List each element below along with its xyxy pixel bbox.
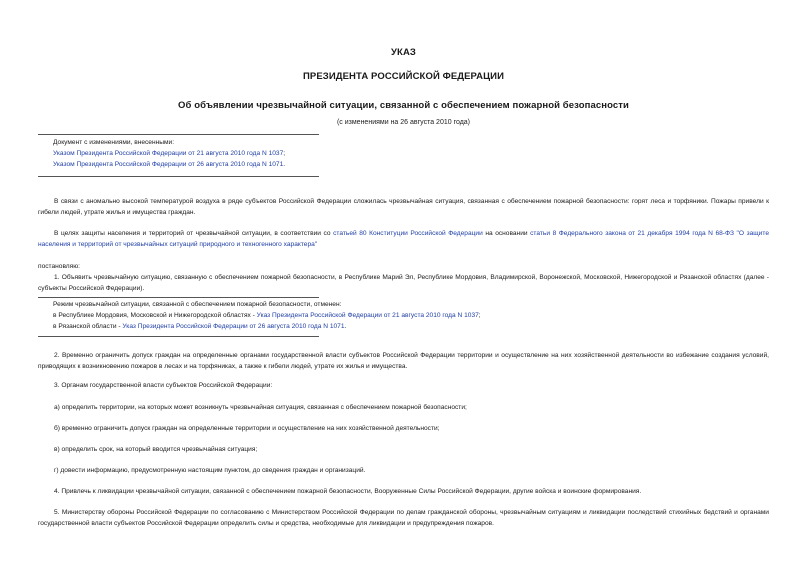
document-subject: Об объявлении чрезвычайной ситуации, связанной с обеспечением пожарной безопасности	[178, 100, 629, 111]
regime-line-3-text: в Рязанской области -	[53, 323, 123, 330]
changes-sep-1: ;	[283, 150, 286, 157]
item-4: 4. Привлечь к ликвидации чрезвычайной ситуации, связанной с обеспечением пожарной безопасности, Вооруженные Силы Российской Федерации, другие войска и воинские формирования.	[54, 488, 642, 495]
regime-line-3-end: .	[344, 323, 347, 330]
item-2: 2. Временно ограничить допуск граждан на определенные органами государственной власти субъектов Российской Федерации территории и осуществление на них хозяйственной деятельности во избежание создания условий, приводящих к возникновению пожаров в лесах и на торфяниках, а также к гибели людей, утрате их жилья и имущества.	[38, 352, 769, 370]
changes-sep-2: .	[283, 161, 286, 168]
preamble-paragraph: В связи с аномально высокой температурой воздуха в ряде субъектов Российской Федерации сложилась чрезвычайная ситуация, связанная с обеспечением пожарной безопасности: горят леса и торфяники. Пожары привели к гибели людей, утрате жилья и имущества граждан.	[38, 198, 769, 216]
regime-box	[53, 299, 769, 332]
regime-line-1: Режим чрезвычайной ситуации, связанной с обеспечением пожарной безопасности, отменен:	[53, 301, 342, 308]
item-3: 3. Органам государственной власти субъектов Российской Федерации:	[54, 382, 273, 389]
legal-basis-paragraph	[38, 228, 769, 250]
amendment-link-1071[interactable]: Указом Президента Российской Федерации от 26 августа 2010 года N 1071	[53, 161, 284, 168]
item-3c: в) определить срок, на который вводится чрезвычайная ситуация;	[54, 446, 258, 453]
legal-basis-text-1: В целях защиты населения и территорий от чрезвычайной ситуации, в соответствии со	[54, 230, 334, 237]
constitution-article-link[interactable]: статьей 80 Конституции Российской Федерации	[333, 230, 483, 237]
regime-line-2-text: в Республике Мордовия, Московской и Нижегородской областях -	[53, 312, 257, 319]
changes-box	[53, 137, 769, 170]
issuer-title: ПРЕЗИДЕНТА РОССИЙСКОЙ ФЕДЕРАЦИИ	[302, 71, 505, 82]
changes-box-bottom-rule	[38, 176, 319, 177]
changes-box-top-rule	[38, 134, 319, 135]
doc-type-title: УКАЗ	[391, 47, 416, 58]
item-3a: а) определить территории, на которых может возникнуть чрезвычайная ситуация, связанная с обеспечением пожарной безопасности;	[54, 404, 467, 411]
changes-heading: Документ с изменениями, внесенными:	[53, 139, 175, 146]
regime-box-top-rule	[38, 297, 319, 298]
decree-word: постановляю:	[38, 263, 81, 270]
regime-link-1037[interactable]: Указ Президента Российской Федерации от 21 августа 2010 года N 1037	[256, 312, 479, 319]
item-5: 5. Министерству обороны Российской Федерации по согласованию с Министерством Российской Федерации по делам гражданской обороны, чрезвычайным ситуациям и ликвидации последствий стихийных бедствий и органами государственной власти субъектов Российской Федерации определить силы и средства, необходимые для ликвидации и предупреждения пожаров.	[38, 509, 769, 527]
amendment-note: (с изменениями на 26 августа 2010 года)	[336, 119, 471, 126]
item-1: 1. Объявить чрезвычайную ситуацию, связанную с обеспечением пожарной безопасности, в Республике Марий Эл, Республике Мордовия, Владимирской, Воронежской, Московской, Нижегородской и Рязанской областях (далее - субъекты Российской Федерации).	[38, 274, 769, 292]
regime-link-1071[interactable]: Указ Президента Российской Федерации от 26 августа 2010 года N 1071	[122, 323, 345, 330]
amendment-link-1037[interactable]: Указом Президента Российской Федерации от 21 августа 2010 года N 1037	[53, 150, 284, 157]
regime-box-bottom-rule	[38, 336, 319, 337]
item-3d: г) довести информацию, предусмотренную настоящим пунктом, до сведения граждан и организаций.	[54, 467, 366, 474]
federal-law-link[interactable]: статьи 8 Федерального закона от 21 декабря 1994 года N 68-ФЗ "О защите населения и территорий от чрезвычайных ситуаций природного и техногенного характера"	[38, 230, 769, 248]
legal-basis-text-2: на основании	[482, 230, 531, 237]
item-3b: б) временно ограничить допуск граждан на определенные территории и осуществление на них хозяйственной деятельности;	[54, 425, 440, 432]
regime-line-2-end: ;	[478, 312, 481, 319]
